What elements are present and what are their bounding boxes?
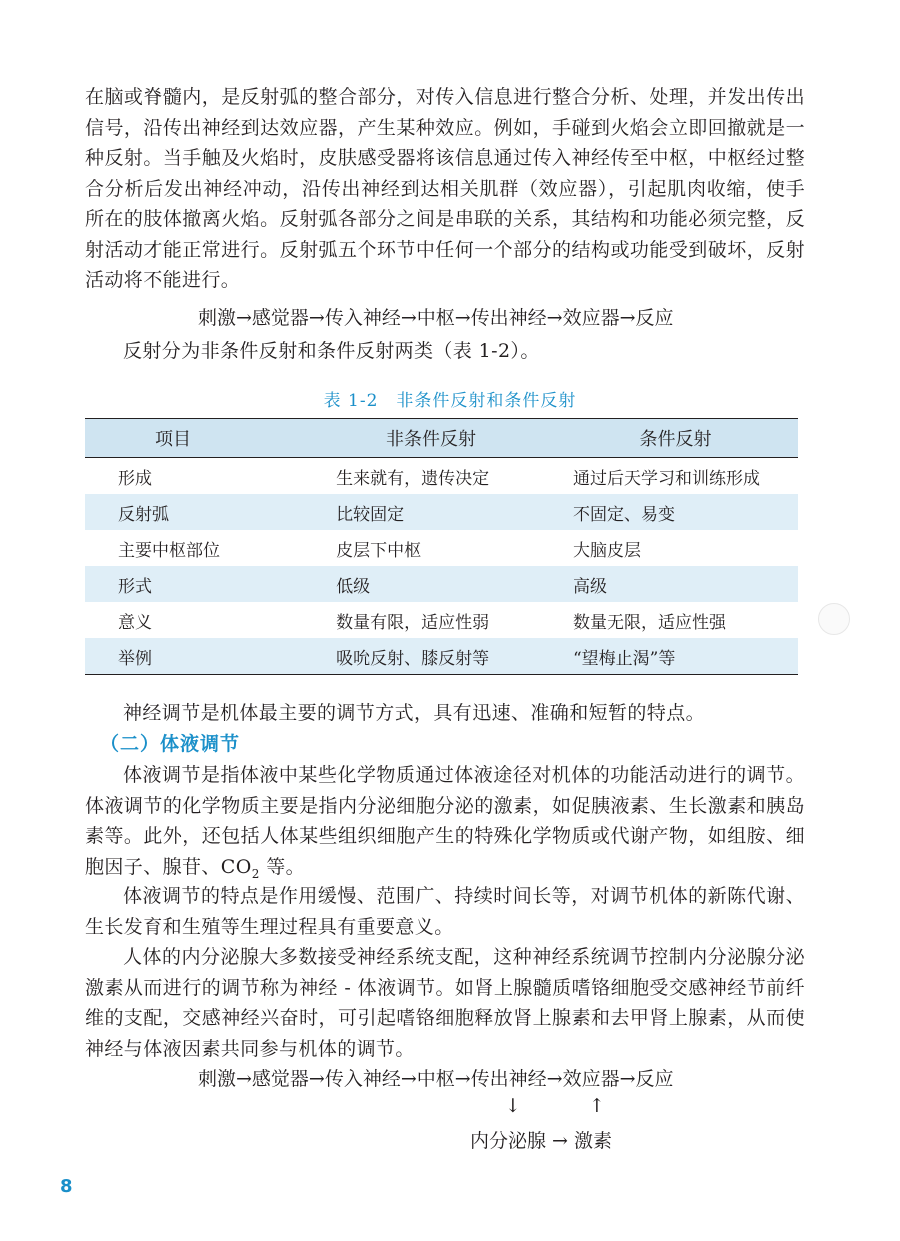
table-cell: 形式 xyxy=(118,576,152,597)
section-heading: （二）体液调节 xyxy=(100,733,241,755)
reflex-arc-paragraph: 在脑或脊髓内，是反射弧的整合部分，对传入信息进行整合分析、处理，并发出传出信号，沿传出神经到达效应器，产生某种效应。例如，手碰到火焰会立即回撤就是一种反射。当手触及火焰时，皮肤感受器将该信息通过传入神经传至中枢，中枢经过整合分析后发出神经冲动，沿传出神经到达相关肌群（效应器），引起肌肉收缩，使手所在的肢体撤离火焰。反射弧各部分之间是串联的关系，其结构和功能必须完整，反射活动才能正常进行。反射弧五个环节中任何一个部分的结构或功能受到破坏，反射活动将不能进行。 xyxy=(85,86,805,291)
table-row xyxy=(85,638,798,675)
table-cell: 数量有限，适应性弱 xyxy=(336,612,490,633)
header-unconditioned: 非条件反射 xyxy=(309,419,553,458)
table-cell: 通过后天学习和训练形成 xyxy=(572,468,760,489)
table-cell: 大脑皮层 xyxy=(572,540,641,561)
table-cell: 高级 xyxy=(572,576,607,597)
table-cell: 生来就有，遗传决定 xyxy=(336,468,490,489)
reflex-comparison-table xyxy=(85,418,798,675)
table-row xyxy=(85,494,798,530)
table-cell: 不固定、易变 xyxy=(572,504,675,525)
reflex-arc-flow: 刺激→感觉器→传入神经→中枢→传出神经→效应器→反应 xyxy=(198,307,674,329)
table-row xyxy=(85,566,798,602)
table-cell: 皮层下中枢 xyxy=(336,540,422,561)
humoral-text: 体液调节是指体液中某些化学物质通过体液途径对机体的功能活动进行的调节。体液调节的化学物质主要是指内分泌细胞分泌的激素，如促胰液素、生长激素和胰岛素等。此外，还包括人体某些组织细胞产生的特殊化学物质或代谢产物，如组胺、细胞因子、腺苷、CO xyxy=(85,764,805,878)
arrow-up-icon: ↑ xyxy=(589,1095,605,1117)
table-cell: 举例 xyxy=(85,638,309,675)
humoral-regulation-paragraph xyxy=(85,760,805,889)
table-cell: 数量无限，适应性强 xyxy=(572,612,726,633)
arrow-down-icon: ↓ xyxy=(505,1095,521,1117)
header-item: 项目 xyxy=(85,419,309,458)
table-cell: 比较固定 xyxy=(336,504,405,525)
table-cell: 低级 xyxy=(336,576,371,597)
table-caption: 表 1-2 非条件反射和条件反射 xyxy=(323,391,577,411)
humoral-features-paragraph: 体液调节的特点是作用缓慢、范围广、持续时间长等，对调节机体的新陈代谢、生长发育和生殖等生理过程具有重要意义。 xyxy=(85,885,805,938)
humoral-text-end: 等。 xyxy=(259,855,306,878)
table-row xyxy=(85,530,798,566)
reflex-types-paragraph: 反射分为非条件反射和条件反射两类（表 1-2）。 xyxy=(123,340,540,362)
page-number: 8 xyxy=(60,1176,73,1197)
header-conditioned: 条件反射 xyxy=(553,419,798,458)
neural-regulation-paragraph: 神经调节是机体最主要的调节方式，具有迅速、准确和短暂的特点。 xyxy=(123,702,706,724)
page-watermark-icon xyxy=(818,603,850,635)
table-cell: 反射弧 xyxy=(118,504,169,525)
table-cell: 意义 xyxy=(118,612,152,633)
table-row xyxy=(85,602,798,638)
table-cell: 主要中枢部位 xyxy=(118,540,220,561)
table-header-row xyxy=(85,419,798,458)
neuro-humoral-flow: 刺激→感觉器→传入神经→中枢→传出神经→效应器→反应 xyxy=(198,1068,674,1090)
co2-subscript: 2 xyxy=(251,866,260,881)
table-row xyxy=(85,458,798,495)
table-cell: 吸吮反射、膝反射等 xyxy=(309,638,553,675)
table-cell: “望梅止渴”等 xyxy=(553,638,798,675)
table-cell: 形成 xyxy=(118,468,152,489)
endocrine-flow: 内分泌腺 → 激素 xyxy=(470,1130,612,1152)
neuro-humoral-paragraph: 人体的内分泌腺大多数接受神经系统支配，这种神经系统调节控制内分泌腺分泌激素从而进行的调节称为神经 - 体液调节。如肾上腺髓质嗜铬细胞受交感神经节前纤维的支配，交感神经兴奋时，可引起嗜铬细胞释放肾上腺素和去甲肾上腺素，从而使神经与体液因素共同参与机体的调节。 xyxy=(85,946,805,1060)
